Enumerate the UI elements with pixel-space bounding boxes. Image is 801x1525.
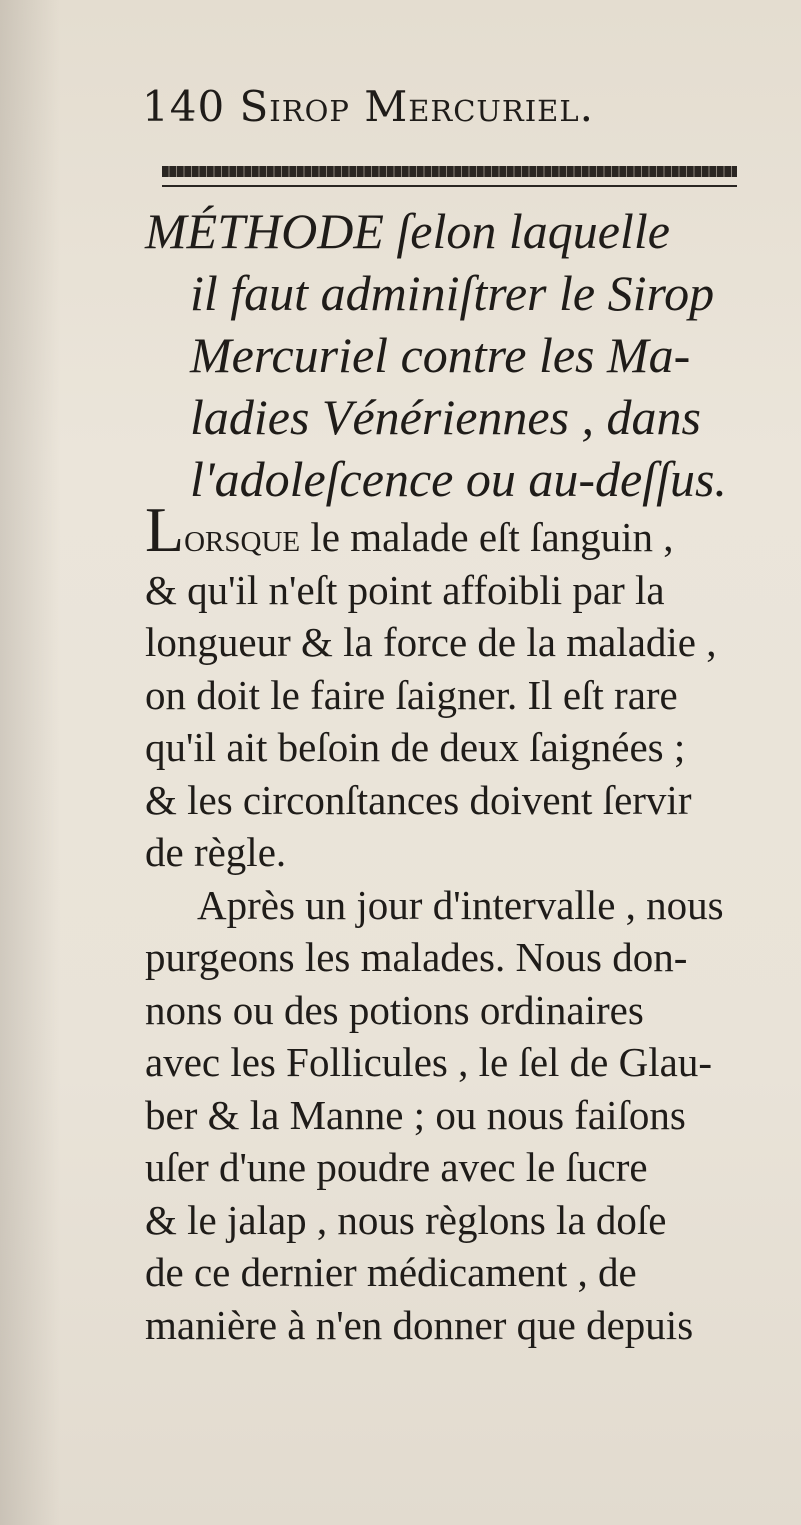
heading-line: il faut adminiſtrer le Sirop	[190, 265, 715, 321]
page-number: 140	[142, 82, 226, 131]
heading-line: ladies Vénériennes , dans	[190, 389, 702, 445]
text-line: le malade eſt ſanguin ,	[300, 514, 674, 560]
first-word-smallcaps: orsque	[184, 514, 301, 560]
text-line: on doit le faire ſaigner. Il eſt rare	[145, 671, 678, 718]
text-line: & le jalap , nous règlons la doſe	[145, 1196, 667, 1243]
text-line: longueur & la force de la maladie ,	[145, 619, 717, 665]
running-head	[142, 82, 742, 131]
text-line: & qu'il n'eſt point affoibli par la	[145, 566, 665, 613]
text-line: avec les Follicules , le ſel de Glau-	[145, 1039, 712, 1085]
heading-line: l'adoleſcence ou au-deſſus.	[190, 451, 727, 507]
text-line: ber & la Manne ; ou nous faiſons	[145, 1091, 686, 1138]
ornamental-rule	[162, 166, 737, 177]
running-title: Sirop Mercuriel.	[239, 82, 594, 131]
paragraph-first-line	[145, 494, 745, 565]
gutter-shadow	[0, 0, 60, 1525]
text-line: uſer d'une poudre avec le ſucre	[145, 1144, 648, 1190]
body-text	[145, 494, 745, 1351]
section-heading	[145, 200, 745, 510]
text-line: manière à n'en donner que depuis	[145, 1301, 694, 1348]
text-line: & les circonſtances doivent ſervir	[145, 776, 692, 823]
drop-cap: L	[145, 494, 185, 565]
text-line: de ce dernier médicament , de	[145, 1249, 637, 1295]
text-line: nons ou des potions ordinaires	[145, 986, 644, 1033]
text-line: Après un jour d'intervalle , nous	[197, 881, 724, 928]
heading-line: MÉTHODE ſelon laquelle	[145, 203, 670, 259]
divider-rule	[162, 185, 737, 187]
text-line: de règle.	[145, 829, 287, 875]
heading-line: Mercuriel contre les Ma-	[190, 327, 691, 383]
text-line: purgeons les malades. Nous don-	[145, 934, 688, 980]
text-line: qu'il ait beſoin de deux ſaignées ;	[145, 724, 686, 770]
